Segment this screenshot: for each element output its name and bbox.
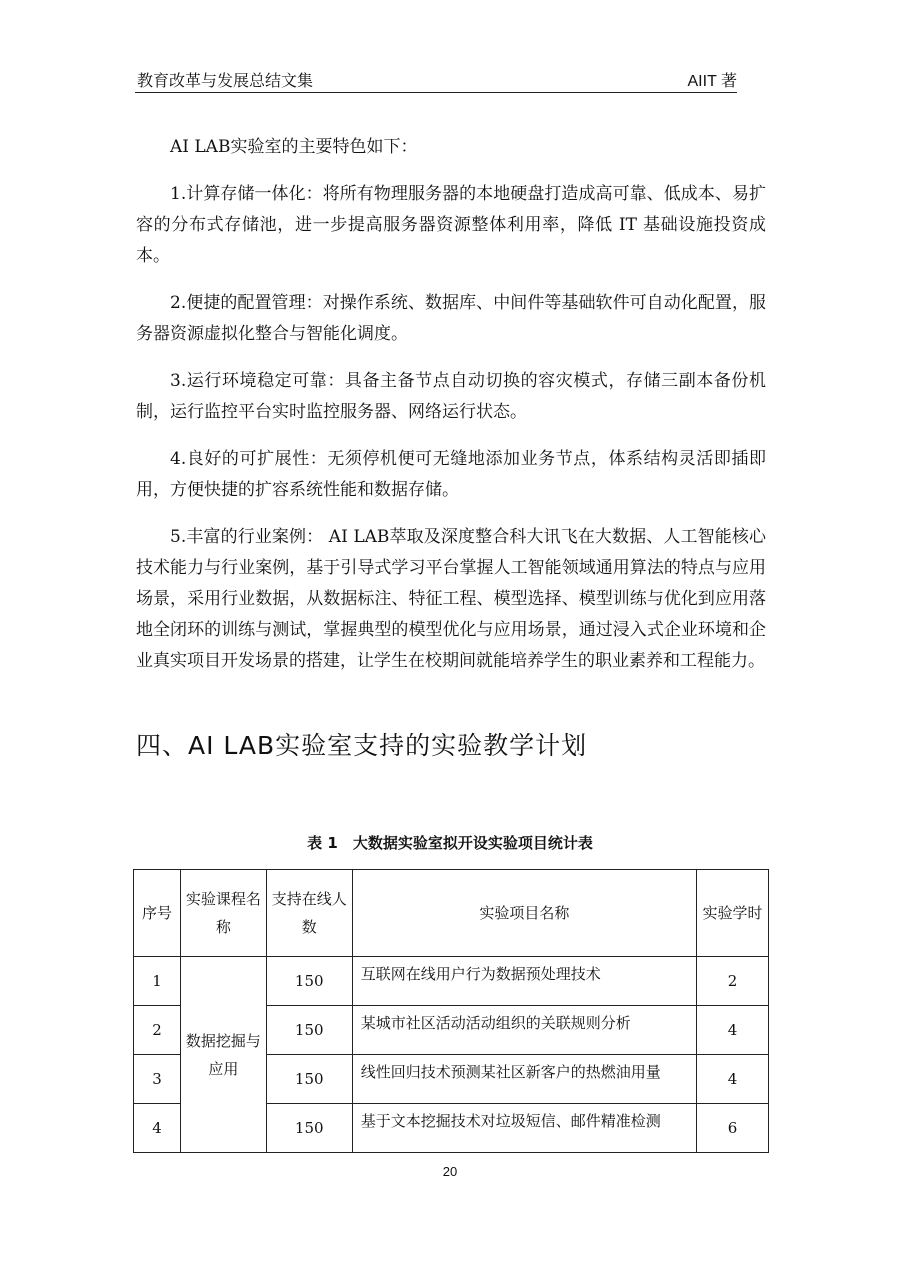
feature-paragraph-2: 2.便捷的配置管理：对操作系统、数据库、中间件等基础软件可自动化配置，服务器资源虚拟化整合与智能化调度。: [136, 293, 766, 344]
feature-paragraph-5: 5.丰富的行业案例： AI LAB萃取及深度整合科大讯飞在大数据、人工智能核心技术能力与行业案例，基于引导式学习平台掌握人工智能领域通用算法的特点与应用场景，采用行业数据，从数据标注、特征工程、模型选择、模型训练与优化到应用落地全闭环的训练与测试，掌握典型的模型优化与应用场景，通过浸入式企业环境和企业真实项目开发场景的搭建，让学生在校期间就能培养学生的职业素养和工程能力。: [136, 527, 766, 671]
header-title: 教育改革与发展总结文集: [137, 71, 314, 90]
cell-online: 150: [266, 1006, 352, 1055]
header-divider: [135, 92, 737, 93]
header-course: 实验课程名称: [180, 870, 266, 957]
header-project: 实验项目名称: [352, 870, 696, 957]
experiment-table: [133, 869, 769, 1153]
cell-project: 线性回归技术预测某社区新客户的热燃油用量: [352, 1055, 696, 1104]
cell-project: 互联网在线用户行为数据预处理技术: [352, 957, 696, 1006]
cell-project: 某城市社区活动活动组织的关联规则分析: [352, 1006, 696, 1055]
cell-online: 150: [266, 1055, 352, 1104]
section-heading: 四、AI LAB实验室支持的实验教学计划: [136, 731, 588, 760]
feature-paragraph-4: 4.良好的可扩展性：无须停机便可无缝地添加业务节点，体系结构灵活即插即用，方便快捷的扩容系统性能和数据存储。: [136, 449, 766, 500]
page-number: 20: [442, 1164, 458, 1179]
cell-project: 基于文本挖掘技术对垃圾短信、邮件精准检测: [352, 1104, 696, 1153]
intro-paragraph: AI LAB实验室的主要特色如下：: [170, 137, 418, 157]
header-online: 支持在线人数: [266, 870, 352, 957]
table-header-row: [134, 870, 769, 957]
cell-no: 4: [134, 1104, 181, 1153]
cell-no: 3: [134, 1055, 181, 1104]
feature-paragraph-1: 1.计算存储一体化：将所有物理服务器的本地硬盘打造成高可靠、低成本、易扩容的分布式存储池，进一步提高服务器资源整体利用率，降低 IT 基础设施投资成本。: [136, 184, 766, 266]
cell-online: 150: [266, 1104, 352, 1153]
cell-no: 1: [134, 957, 181, 1006]
cell-no: 2: [134, 1006, 181, 1055]
header-no: 序号: [134, 870, 181, 957]
body-text: [136, 132, 766, 693]
header-author: AIIT 著: [687, 73, 737, 90]
cell-online: 150: [266, 957, 352, 1006]
cell-hours: 2: [697, 957, 769, 1006]
table-caption: 表 1 大数据实验室拟开设实验项目统计表: [307, 834, 593, 852]
cell-course: 数据挖掘与应用: [180, 957, 266, 1153]
cell-hours: 4: [697, 1055, 769, 1104]
header-hours: 实验学时: [697, 870, 769, 957]
cell-hours: 4: [697, 1006, 769, 1055]
feature-paragraph-3: 3.运行环境稳定可靠：具备主备节点自动切换的容灾模式，存储三副本备份机制，运行监控平台实时监控服务器、网络运行状态。: [136, 371, 766, 422]
cell-hours: 6: [697, 1104, 769, 1153]
table-row: [134, 957, 769, 1006]
